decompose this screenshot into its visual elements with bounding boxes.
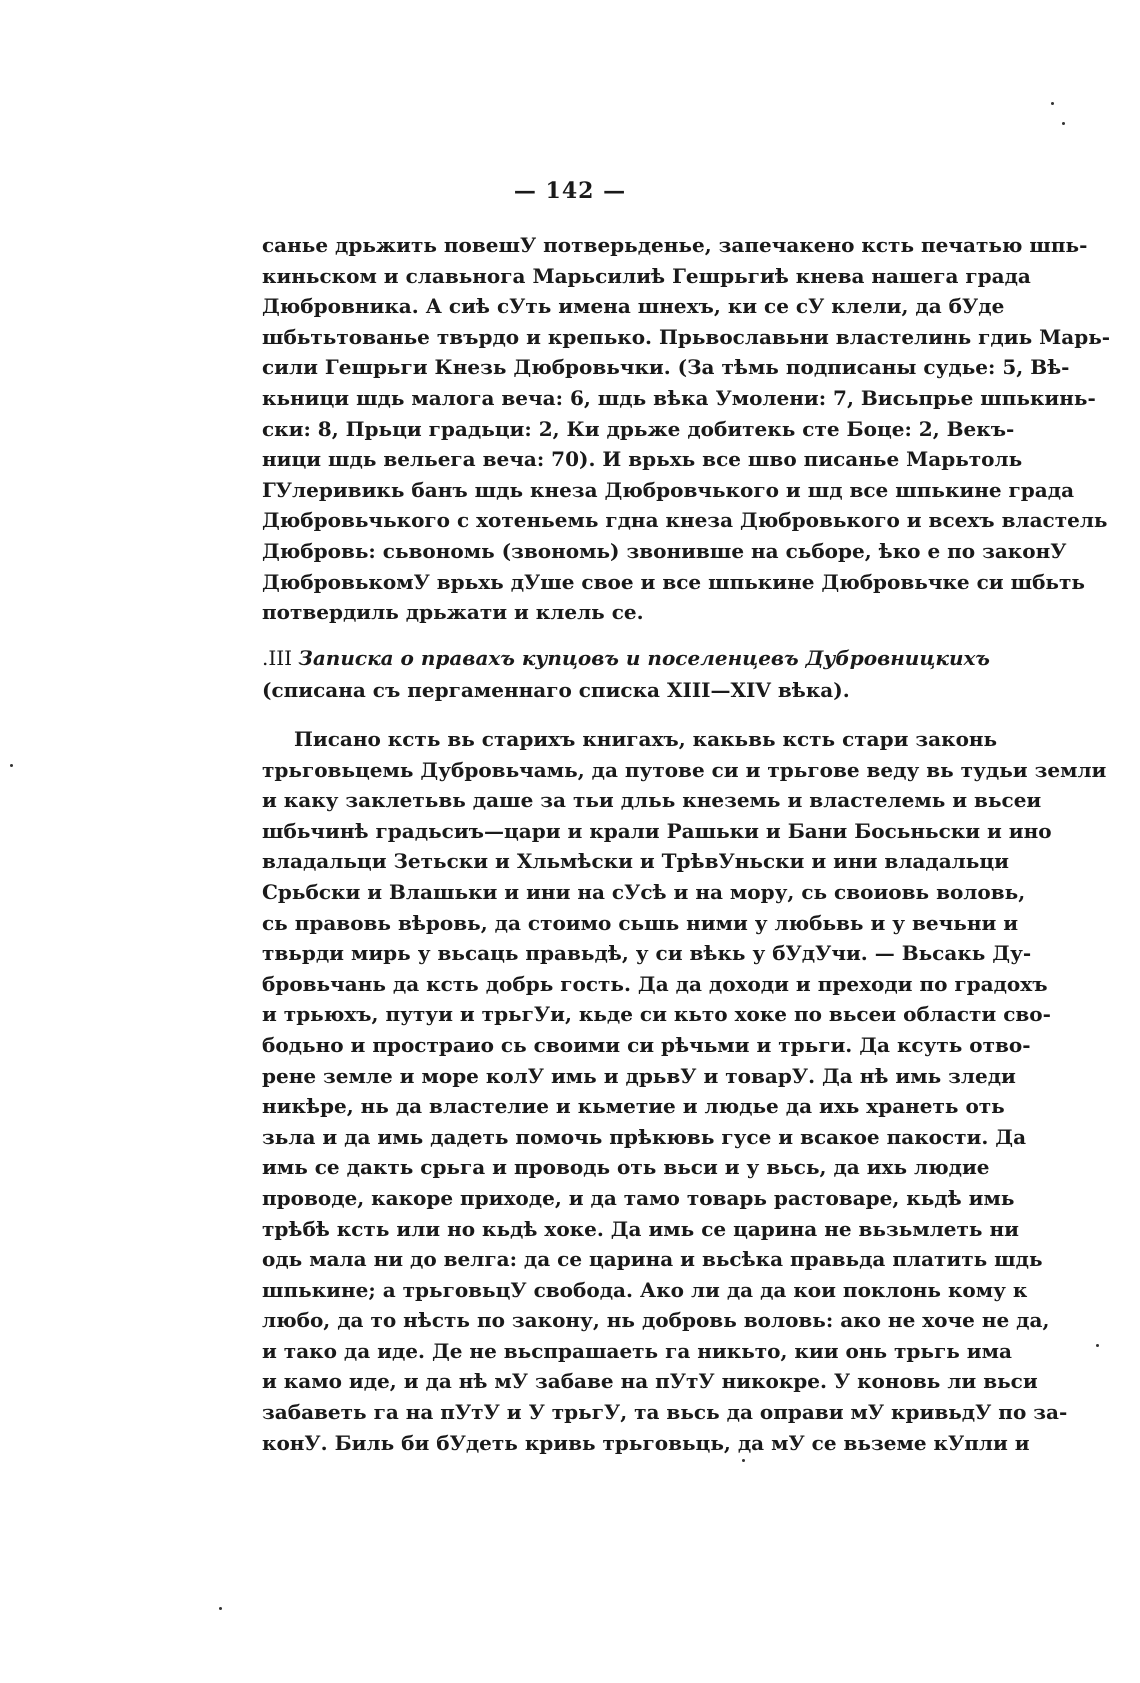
text-line: любо, да то нѣсть по закону, нь добровь воловь: ако не хоче не да, [262,1308,1050,1333]
text-line: ДюбровькомУ врьхь дУше свое и всe шпькине Дюбровьчке си шбьть [262,569,1085,594]
heading-number: .III [262,646,293,670]
text-line: ници шдь вельега веча: 70). И врьхь всe шво писанье Марьтоль [262,447,1023,472]
scan-speck [1096,1344,1099,1347]
scan-speck [219,1607,222,1610]
scan-speck [10,764,13,767]
text-line: твьрди мирь у вьсаць правьдѣ, у си вѣкь у бУдУчи. — Вьсакь Ду- [262,941,1032,966]
text-line: бровьчань да ксть добрь гость. Да да доходи и преходи по градохъ [262,971,1048,996]
text-line: и трьюхъ, путуи и трьгУи, кьде си кьто хоке по вьсеи области сво- [262,1002,1051,1027]
text-line: Срьбски и Влашьки и ини на сУсѣ и на мору, сь своиовь воловь, [262,879,1026,904]
text-line: санье дрьжить повешУ потверьденье, запечакено ксть печатью шпь- [262,233,1088,257]
text-line: Дюбровь: сьвономь (звономь) звонивше на сьборе, ѣко е по законУ [262,538,1067,563]
paragraph-charter-end [262,230,1111,628]
page-number: — 142 — [513,178,627,204]
text-line: Дюбровьчького с хотеньемь гдна кнеза Дюбровького и всехъ властель [262,508,1108,533]
text-line: зьла и да имь дадеть помочь прѣкювь гусе и всакое пакости. Да [262,1124,1027,1149]
section-heading [262,642,990,706]
text-line: рене земле и море колУ имь и дрьвУ и товарУ. Да нѣ имь зледи [262,1063,1016,1088]
text-line: сь правовь вѣровь, да стоимо сьшь ними у любьвь и у вечьни и [262,910,1019,935]
text-line: кьници шдь малога веча: 6, шдь вѣка Умолени: 7, Висьпрье шпькинь- [262,385,1096,410]
text-line: Дюбровника. А сиѣ сУть имена шнехъ, ки се сУ клели, да бУде [262,294,1005,319]
text-line: имь се дакть срьга и проводь оть вьси и у вьсь, да ихь людие [262,1155,990,1180]
heading-title: Записка о правахъ купцовъ и поселенцевъ Дубровницкихъ [298,646,990,670]
text-line: трьговьцемь Дубровьчамь, да путове си и трьгове веду вь тудьи земли [262,757,1107,782]
text-line: потвердиль дрьжати и клель се. [262,600,644,625]
scan-speck [1062,122,1065,125]
text-line: одь мала ни до велга: да се царина и вьсѣка правьда платить шдь [262,1247,1043,1272]
text-line: забаветь га на пУтУ и У трьгУ, та вьсь да оправи мУ кривьдУ по за- [262,1400,1068,1425]
text-line: шбьтьтованье твърдо и крепько. Прьвославьни властелинь гдиь Марь- [262,324,1111,349]
scan-speck [1051,102,1054,105]
text-line: Писано ксть вь старихъ книгахъ, какьвь ксть стари законь [294,727,998,751]
paragraph-merchant-rights [262,724,1107,1458]
text-line: трѣбѣ ксть или но кьдѣ хоке. Да имь се царина не вьзьмлеть ни [262,1216,1019,1241]
text-line: шбьчинѣ градьсиъ—цари и крали Рашьки и Бани Босьньски и ино [262,818,1052,843]
text-line: ГУлеривикь банъ шдь кнеза Дюбровчького и шд всe шпькине града [262,477,1075,502]
text-line: бодьно и простраио сь своими си рѣчьми и трьги. Да ксуть отво- [262,1032,1031,1057]
text-line: и тако да иде. Де не вьспрашаеть га никьто, кии онь трьгь има [262,1338,1012,1363]
text-line: проводе, какоре приходе, и да тамо товарь растоваре, кьдѣ имь [262,1185,1015,1210]
heading-title-line [262,642,990,674]
text-line: и каку заклетьвь даше за тьи дльь кнеземь и властелемь и вьсеи [262,788,1042,813]
heading-subtitle: (списана съ пергаменнаго списка XIII—XIV вѣка). [262,678,850,702]
text-line: и камо иде, и да нѣ мУ забаве на пУтУ никокре. У коновь ли вьси [262,1369,1038,1394]
text-line: никѣре, нь да властелие и кьметие и людье да ихь хранеть оть [262,1094,1005,1119]
text-line: шпькине; а трьговьцУ свобода. Ако ли да да кои поклонь кому к [262,1277,1028,1302]
text-line: ски: 8, Прьци градьци: 2, Ки дрьже добитекь сте Боце: 2, Векъ- [262,416,1015,441]
text-line: владальци Зетьски и Хльмѣски и ТрѣвУньски и ини владальци [262,849,1009,874]
scan-speck [742,1459,745,1462]
text-line: киньском и славьнога Марьсилиѣ Гешрьгиѣ кнева нашега града [262,263,1031,288]
text-line: конУ. Биль би бУдеть кривь трьговьць, да мУ се вьземе кУпли и [262,1430,1030,1455]
text-line: сили Гешрьги Кнезь Дюбровьчки. (За тѣмь подписаны судье: 5, Вѣ- [262,355,1070,380]
